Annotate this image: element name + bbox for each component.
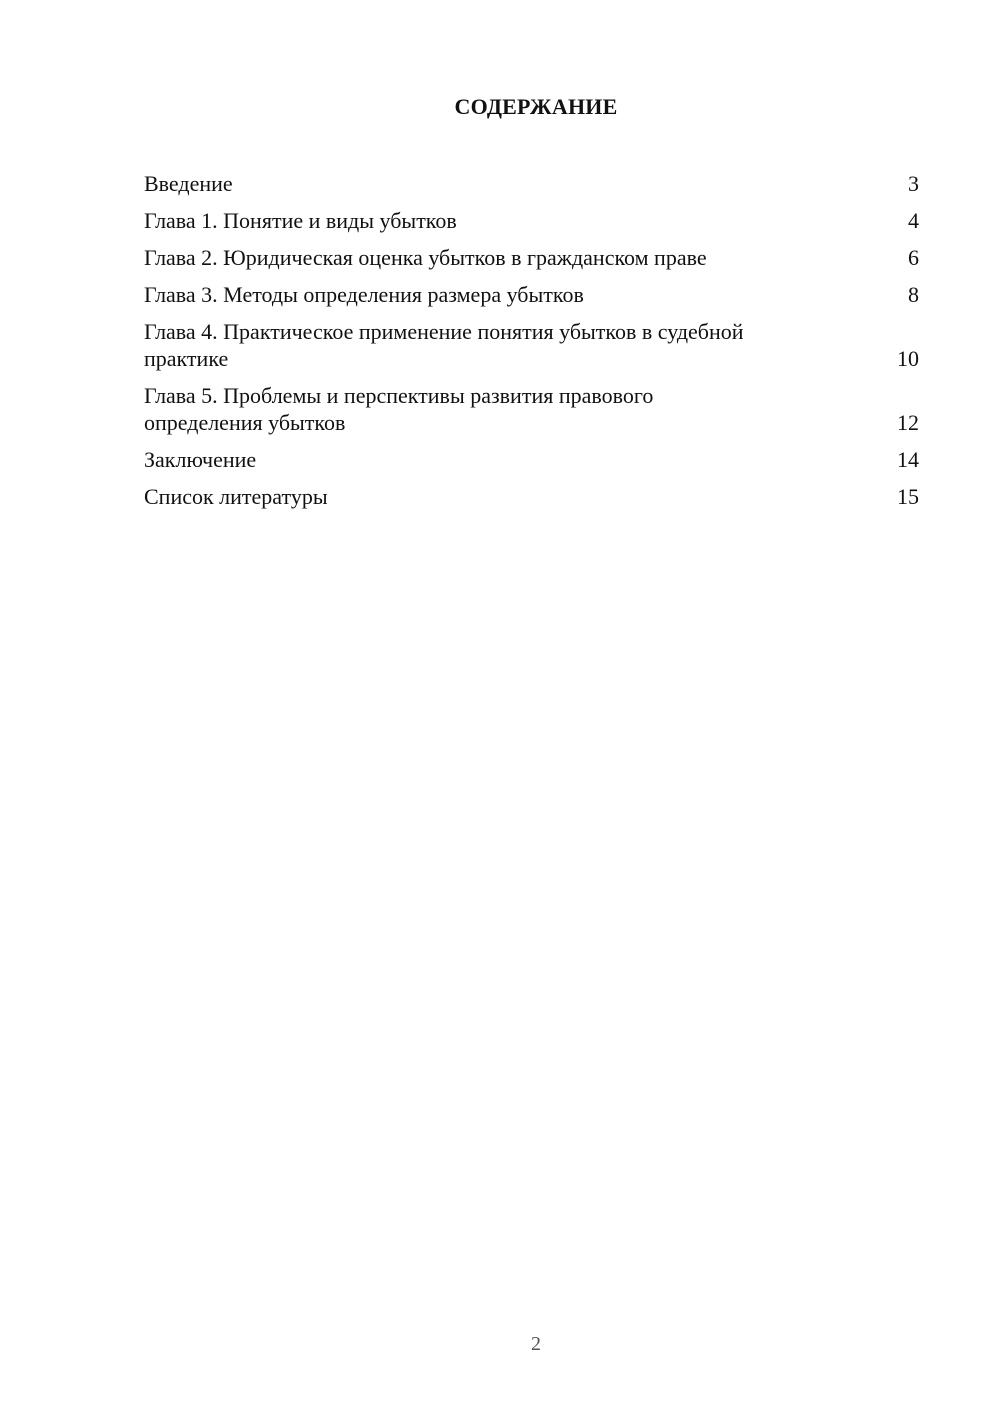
toc-entry: [144, 483, 919, 510]
page-title: СОДЕРЖАНИЕ: [454, 94, 618, 119]
toc-entry-page: 3: [908, 171, 919, 196]
toc-entry-title: Глава 5. Проблемы и перспективы развития правового определения убытков: [144, 383, 654, 435]
toc-entry-page: 4: [908, 208, 919, 233]
toc-entry-title: Глава 2. Юридическая оценка убытков в гражданском праве: [144, 245, 707, 270]
toc-entry-page: 10: [897, 346, 919, 371]
page-number: 2: [531, 1333, 541, 1355]
toc-entry-title: Заключение: [144, 447, 257, 472]
toc-entry-title: Список литературы: [144, 484, 328, 509]
toc-entry-page: 8: [908, 282, 919, 307]
toc-entry-title: Глава 3. Методы определения размера убытков: [144, 282, 584, 307]
toc-entry: [144, 318, 919, 372]
toc-entry: [144, 207, 919, 234]
toc-entry-title: Введение: [144, 171, 233, 196]
toc-entry-page: 6: [908, 245, 919, 270]
toc-entry: [144, 281, 919, 308]
toc-entry: [144, 446, 919, 473]
toc-entry-title: Глава 1. Понятие и виды убытков: [144, 208, 457, 233]
toc-entry-page: 15: [897, 484, 919, 509]
toc-entry-page: 14: [897, 447, 919, 472]
toc-entry-page: 12: [897, 410, 919, 435]
toc-entry-title: Глава 4. Практическое применение понятия убытков в судебной практике: [144, 319, 744, 371]
toc-entry: [144, 382, 919, 436]
toc-entry: [144, 244, 919, 271]
table-of-contents: [144, 170, 919, 520]
toc-entry: [144, 170, 919, 197]
